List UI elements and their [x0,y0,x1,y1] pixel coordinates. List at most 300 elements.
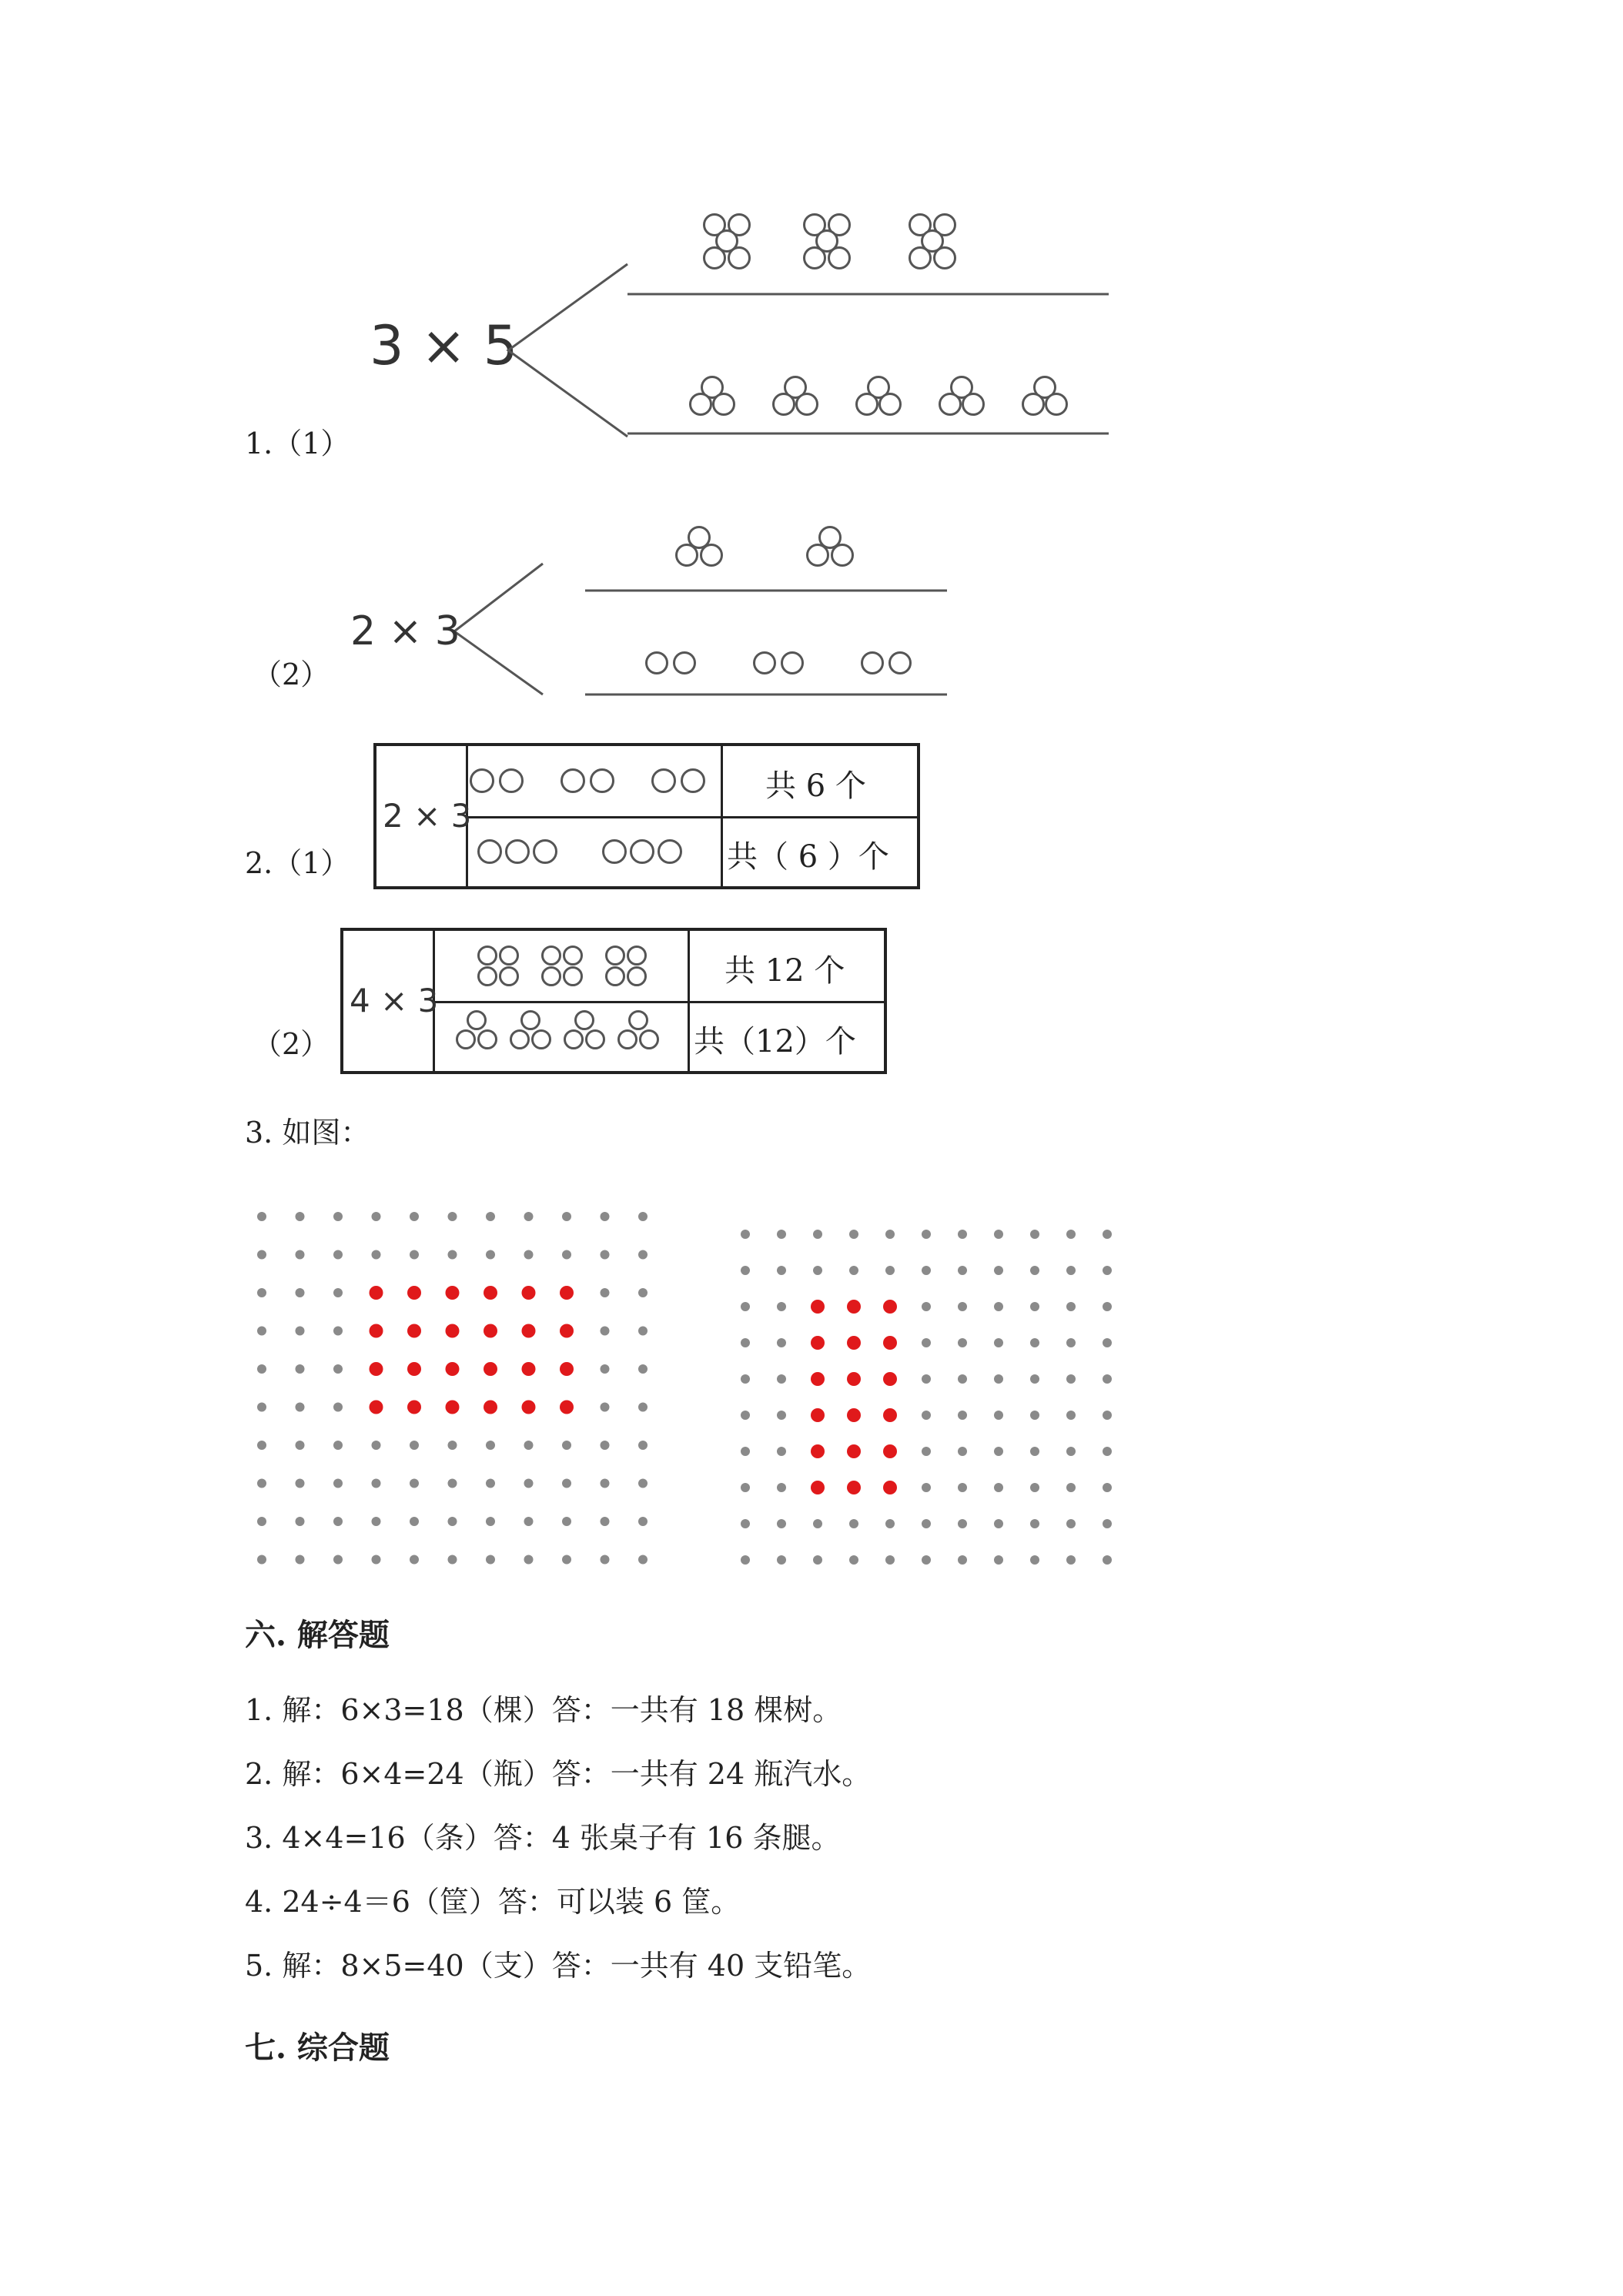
red-dot [446,1362,460,1376]
q1-expression-3x5: 3 × 5 [370,314,518,377]
gray-dot [1030,1338,1039,1347]
gray-dot [296,1250,305,1260]
red-dot [446,1286,460,1300]
gray-dot [562,1250,571,1260]
gray-dot [296,1403,305,1412]
gray-dot [741,1447,750,1456]
circle [909,246,932,269]
circle [630,839,654,864]
circle [1045,393,1068,416]
circle [499,946,519,966]
gray-dot [601,1288,610,1297]
red-dot [811,1336,825,1350]
gray-dot [922,1338,931,1347]
gray-dot [410,1555,419,1565]
gray-dot [448,1212,457,1221]
circle [505,839,530,864]
gray-dot [958,1411,967,1420]
circle [658,839,682,864]
gray-dot [922,1374,931,1384]
gray-dot [296,1441,305,1450]
q3-dot-grid-1 [246,1201,678,1571]
answer-1: 1. 解：6×3=18（棵）答：一共有 18 棵树。 [245,1693,842,1727]
gray-dot [1066,1266,1076,1275]
gray-dot [777,1338,786,1347]
gray-dot [994,1374,1003,1384]
red-dot [370,1286,383,1300]
part7-title: 七. 综合题 [245,2030,390,2066]
gray-dot [1030,1411,1039,1420]
gray-dot [849,1266,858,1275]
gray-dot [849,1555,858,1565]
gray-dot [372,1555,381,1565]
gray-dot [1103,1266,1112,1275]
gray-dot [524,1441,534,1450]
circle [803,246,826,269]
gray-dot [885,1230,895,1239]
gray-dot [813,1230,822,1239]
gray-dot [1066,1447,1076,1456]
red-dot [847,1372,861,1386]
circle [712,393,735,416]
gray-dot [562,1517,571,1526]
q2-part2-label: （2） [253,1027,330,1061]
circle [628,1010,648,1030]
gray-dot [958,1302,967,1311]
gray-dot [448,1479,457,1488]
gray-dot [257,1479,266,1488]
red-dot [446,1401,460,1414]
gray-dot [777,1230,786,1239]
gray-dot [601,1250,610,1260]
gray-dot [777,1483,786,1492]
circle [795,393,818,416]
gray-dot [296,1555,305,1565]
red-dot [883,1336,897,1350]
circle [933,246,956,269]
gray-dot [994,1266,1003,1275]
gray-dot [257,1441,266,1450]
gray-dot [994,1338,1003,1347]
red-dot [883,1444,897,1458]
gray-dot [601,1403,610,1412]
gray-dot [777,1266,786,1275]
gray-dot [601,1364,610,1374]
answer-3: 3. 4×4=16（条）答：4 张桌子有 16 条腿。 [245,1821,841,1855]
q2-table-2-bottom-total: 共（12）个 [694,1024,856,1059]
gray-dot [994,1519,1003,1528]
gray-dot [777,1302,786,1311]
gray-dot [922,1266,931,1275]
red-dot [522,1286,536,1300]
gray-dot [958,1266,967,1275]
circle [781,651,804,674]
gray-dot [257,1212,266,1221]
red-dot [847,1336,861,1350]
gray-dot [257,1364,266,1374]
red-dot [446,1324,460,1338]
circle [772,393,795,416]
red-dot [370,1324,383,1338]
red-dot [522,1401,536,1414]
gray-dot [777,1447,786,1456]
gray-dot [333,1479,343,1488]
circle [585,1029,605,1049]
gray-dot [448,1441,457,1450]
gray-dot [524,1250,534,1260]
divider [466,816,917,818]
circle [831,544,854,567]
gray-dot [922,1483,931,1492]
q2-table-1-top-total: 共 6 个 [765,768,866,804]
gray-dot [1030,1302,1039,1311]
gray-dot [562,1479,571,1488]
gray-dot [885,1266,895,1275]
q3-dot-grid-2 [730,1219,1130,1573]
red-dot [847,1408,861,1422]
gray-dot [333,1212,343,1221]
circle [1022,393,1045,416]
gray-dot [296,1212,305,1221]
q1-part2-label: （2） [253,658,330,691]
gray-dot [1066,1519,1076,1528]
red-dot [847,1444,861,1458]
red-dot [847,1481,861,1494]
circle [563,946,583,966]
gray-dot [1103,1411,1112,1420]
gray-dot [994,1483,1003,1492]
gray-dot [849,1519,858,1528]
red-dot [370,1401,383,1414]
circle [574,1010,594,1030]
part6-title: 六. 解答题 [245,1617,390,1653]
red-dot [484,1286,497,1300]
gray-dot [741,1230,750,1239]
red-dot [484,1401,497,1414]
gray-dot [372,1441,381,1450]
gray-dot [524,1517,534,1526]
gray-dot [410,1441,419,1450]
red-dot [811,1444,825,1458]
gray-dot [1103,1483,1112,1492]
circle [541,966,561,986]
gray-dot [296,1364,305,1374]
red-dot [811,1300,825,1314]
gray-dot [1030,1230,1039,1239]
gray-dot [1030,1519,1039,1528]
circle [477,946,497,966]
gray-dot [1030,1374,1039,1384]
gray-dot [333,1555,343,1565]
circle [477,966,497,986]
gray-dot [333,1403,343,1412]
circle [533,839,557,864]
gray-dot [741,1555,750,1565]
gray-dot [257,1327,266,1336]
gray-dot [410,1479,419,1488]
q2-table-1-expression: 2 × 3 [383,797,472,835]
red-dot [522,1324,536,1338]
gray-dot [922,1519,931,1528]
gray-dot [1103,1555,1112,1565]
gray-dot [958,1374,967,1384]
red-dot [484,1362,497,1376]
gray-dot [1066,1230,1076,1239]
circle [753,651,776,674]
circle [531,1029,551,1049]
gray-dot [448,1517,457,1526]
gray-dot [601,1517,610,1526]
gray-dot [994,1411,1003,1420]
red-dot [811,1408,825,1422]
red-dot [484,1324,497,1338]
gray-dot [994,1555,1003,1565]
gray-dot [601,1441,610,1450]
gray-dot [922,1230,931,1239]
gray-dot [486,1479,495,1488]
red-dot [811,1481,825,1494]
circle [627,946,647,966]
circle [499,966,519,986]
circle [520,1010,540,1030]
circle [888,651,912,674]
gray-dot [410,1212,419,1221]
gray-dot [1066,1555,1076,1565]
red-dot [883,1408,897,1422]
gray-dot [448,1250,457,1260]
circle [645,651,668,674]
q1-expression-2x3: 2 × 3 [350,608,460,654]
circle [939,393,962,416]
circle [561,768,585,793]
red-dot [883,1481,897,1494]
gray-dot [958,1338,967,1347]
gray-dot [296,1517,305,1526]
gray-dot [486,1517,495,1526]
answer-4: 4. 24÷4＝6（筐）答：可以装 6 筐。 [245,1885,741,1919]
red-dot [847,1300,861,1314]
red-dot [522,1362,536,1376]
q2-label: 2.（1） [245,846,350,880]
gray-dot [257,1555,266,1565]
circle [467,1010,487,1030]
gray-dot [958,1230,967,1239]
circle [703,246,726,269]
gray-dot [296,1479,305,1488]
gray-dot [601,1479,610,1488]
circle [456,1029,476,1049]
gray-dot [849,1230,858,1239]
gray-dot [958,1555,967,1565]
circle [675,544,698,567]
gray-dot [638,1327,648,1336]
circle [564,1029,584,1049]
gray-dot [1103,1519,1112,1528]
gray-dot [486,1555,495,1565]
circle [806,544,829,567]
circle [962,393,985,416]
gray-dot [562,1555,571,1565]
gray-dot [486,1212,495,1221]
gray-dot [885,1519,895,1528]
gray-dot [1103,1302,1112,1311]
circle [499,768,524,793]
gray-dot [333,1517,343,1526]
gray-dot [410,1250,419,1260]
red-dot [560,1401,574,1414]
gray-dot [1066,1302,1076,1311]
gray-dot [1030,1447,1039,1456]
circle [651,768,676,793]
gray-dot [257,1288,266,1297]
gray-dot [1066,1483,1076,1492]
circle [673,651,696,674]
q3-label: 3. 如图： [245,1116,370,1150]
red-dot [407,1401,421,1414]
gray-dot [372,1250,381,1260]
gray-dot [638,1364,648,1374]
gray-dot [813,1266,822,1275]
gray-dot [333,1327,343,1336]
gray-dot [257,1403,266,1412]
gray-dot [1066,1411,1076,1420]
gray-dot [741,1519,750,1528]
gray-dot [524,1479,534,1488]
gray-dot [638,1250,648,1260]
gray-dot [813,1519,822,1528]
circle [477,839,502,864]
gray-dot [922,1302,931,1311]
circle [728,246,751,269]
gray-dot [524,1555,534,1565]
gray-dot [333,1288,343,1297]
gray-dot [1103,1374,1112,1384]
gray-dot [638,1212,648,1221]
gray-dot [1030,1266,1039,1275]
gray-dot [333,1250,343,1260]
red-dot [407,1324,421,1338]
circle [639,1029,659,1049]
gray-dot [813,1555,822,1565]
gray-dot [922,1447,931,1456]
gray-dot [601,1555,610,1565]
gray-dot [777,1411,786,1420]
gray-dot [562,1212,571,1221]
gray-dot [524,1212,534,1221]
gray-dot [638,1403,648,1412]
gray-dot [1066,1338,1076,1347]
answer-5: 5. 解：8×5=40（支）答：一共有 40 支铅笔。 [245,1949,872,1983]
gray-dot [1030,1555,1039,1565]
q2-table-1-bottom-total: 共（ 6 ）个 [727,839,889,875]
circle [605,966,625,986]
gray-dot [601,1212,610,1221]
circle [627,966,647,986]
gray-dot [741,1411,750,1420]
circle [477,1029,497,1049]
gray-dot [741,1483,750,1492]
circle [563,966,583,986]
gray-dot [885,1555,895,1565]
red-dot [883,1300,897,1314]
red-dot [811,1372,825,1386]
q2-table-2-expression: 4 × 3 [350,982,439,1019]
gray-dot [296,1288,305,1297]
circle [828,246,851,269]
circle [878,393,902,416]
circle [605,946,625,966]
gray-dot [257,1250,266,1260]
circle [700,544,723,567]
gray-dot [562,1441,571,1450]
gray-dot [741,1302,750,1311]
red-dot [560,1286,574,1300]
gray-dot [777,1555,786,1565]
gray-dot [638,1555,648,1565]
circle [602,839,627,864]
gray-dot [486,1441,495,1450]
circle [855,393,878,416]
gray-dot [1103,1447,1112,1456]
q2-table-2-top-total: 共 12 个 [724,953,845,989]
circle [617,1029,637,1049]
gray-dot [958,1447,967,1456]
circle [541,946,561,966]
gray-dot [1103,1230,1112,1239]
gray-dot [1066,1374,1076,1384]
gray-dot [638,1517,648,1526]
q2-table-1 [373,743,920,889]
gray-dot [741,1338,750,1347]
gray-dot [638,1441,648,1450]
red-dot [407,1286,421,1300]
gray-dot [958,1519,967,1528]
gray-dot [994,1447,1003,1456]
gray-dot [486,1250,495,1260]
circle [689,393,712,416]
circle [681,768,705,793]
gray-dot [1103,1338,1112,1347]
gray-dot [372,1479,381,1488]
gray-dot [410,1517,419,1526]
gray-dot [777,1519,786,1528]
circle [861,651,884,674]
gray-dot [741,1266,750,1275]
red-dot [370,1362,383,1376]
gray-dot [638,1288,648,1297]
gray-dot [257,1517,266,1526]
gray-dot [333,1364,343,1374]
gray-dot [448,1555,457,1565]
gray-dot [333,1441,343,1450]
gray-dot [372,1517,381,1526]
gray-dot [741,1374,750,1384]
gray-dot [777,1374,786,1384]
gray-dot [372,1212,381,1221]
answer-2: 2. 解：6×4=24（瓶）答：一共有 24 瓶汽水。 [245,1757,872,1791]
gray-dot [994,1230,1003,1239]
gray-dot [922,1555,931,1565]
circle [590,768,614,793]
red-dot [560,1362,574,1376]
gray-dot [638,1479,648,1488]
red-dot [560,1324,574,1338]
gray-dot [601,1327,610,1336]
circle [470,768,494,793]
gray-dot [922,1411,931,1420]
gray-dot [296,1327,305,1336]
red-dot [883,1372,897,1386]
